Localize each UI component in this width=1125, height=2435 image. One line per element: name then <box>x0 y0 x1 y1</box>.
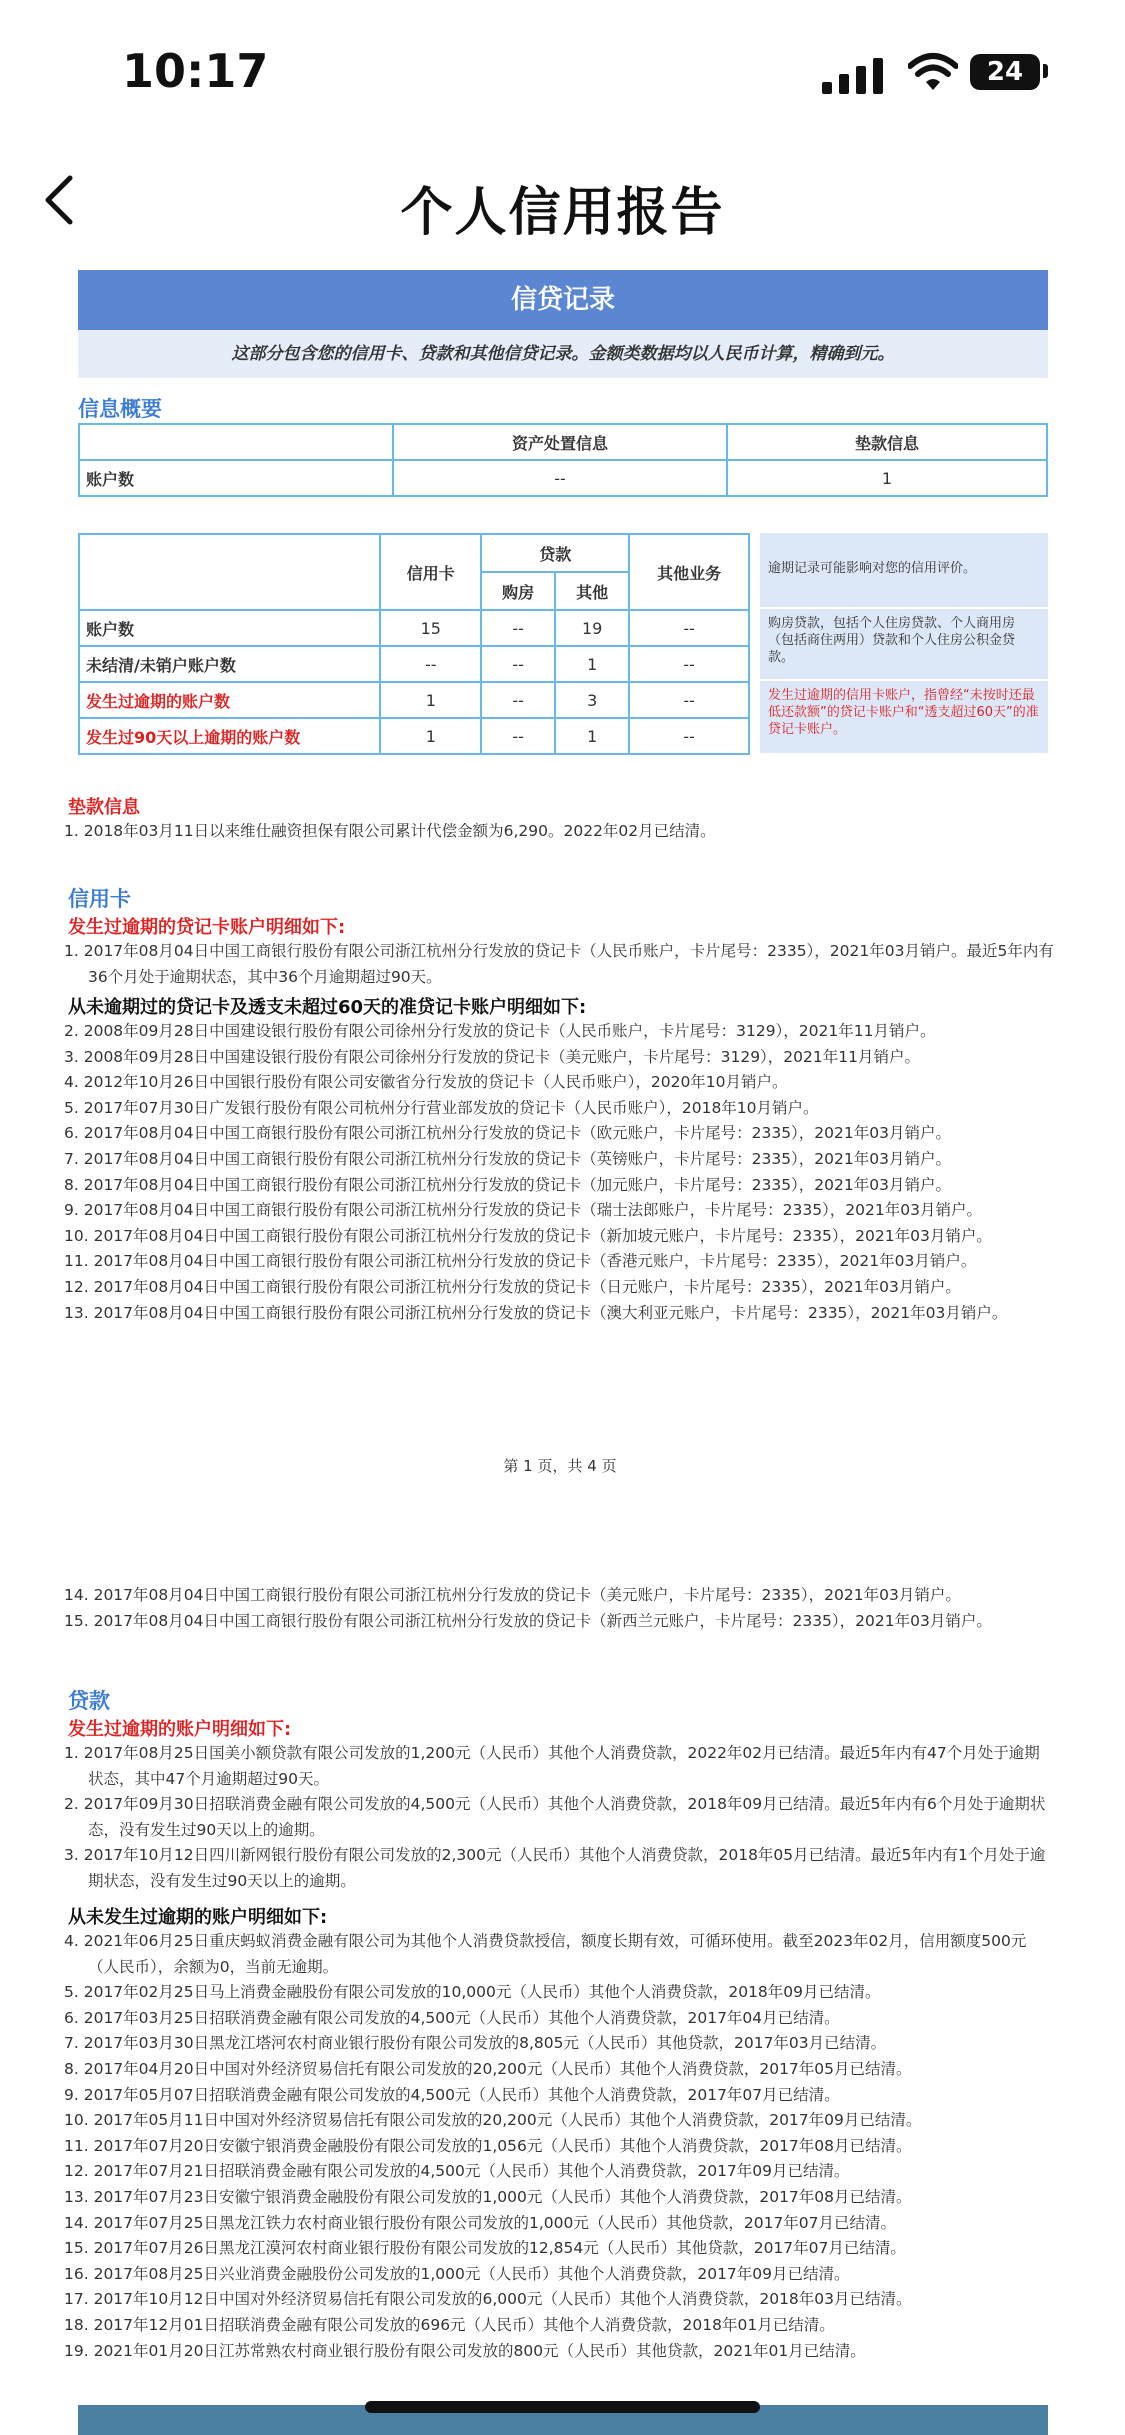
list-item: 16. 2017年08月25日兴业消费金融股份公司发放的1,000元（人民币）其他个人消费贷款，2017年09月已结清。 <box>64 2264 850 2283</box>
list-item: 8. 2017年08月04日中国工商银行股份有限公司浙江杭州分行发放的贷记卡（加元账户，卡片尾号：2335），2021年03月销户。 <box>64 1175 951 1194</box>
summary-table-2 <box>78 533 750 755</box>
home-indicator[interactable] <box>365 2401 760 2413</box>
table2-row-label: 未结清/未销户账户数 <box>79 646 380 682</box>
list-item: 4. 2012年10月26日中国银行股份有限公司安徽省分行发放的贷记卡（人民币账户），2020年10月销户。 <box>64 1073 788 1092</box>
table2-row-label: 账户数 <box>79 610 380 646</box>
list-item: 2. 2017年09月30日招联消费金融有限公司发放的4,500元（人民币）其他个人消费贷款，2018年09月已结清。最近5年内有6个月处于逾期状态，没有发生过90天以上的逾期。 <box>64 1795 1046 1839</box>
list-item: 14. 2017年07月25日黑龙江铁力农村商业银行股份有限公司发放的1,000元（人民币）其他贷款，2017年07月已结清。 <box>64 2213 897 2232</box>
loan-overdue-list <box>64 1741 1054 1895</box>
table1-cell: 1 <box>727 460 1047 496</box>
card-overdue-title: 发生过逾期的贷记卡账户明细如下: <box>68 917 346 938</box>
overview-title: 信息概要 <box>78 397 162 421</box>
card-title: 信用卡 <box>68 887 131 911</box>
table2-cell: -- <box>629 610 749 646</box>
loan-normal-list <box>64 1929 1054 2364</box>
table1-row-label: 账户数 <box>79 460 393 496</box>
list-item: 1. 2017年08月25日国美小额贷款有限公司发放的1,200元（人民币）其他个人消费贷款，2022年02月已结清。最近5年内有47个月处于逾期状态，其中47个月逾期超过90天。 <box>64 1744 1040 1788</box>
table2-cell: 19 <box>555 610 629 646</box>
list-item: 1. 2018年03月11日以来维仕融资担保有限公司累计代偿金额为6,290。2022年02月已结清。 <box>64 822 716 840</box>
table1-header-advance: 垫款信息 <box>727 424 1047 460</box>
table2-cell: 1 <box>380 682 481 718</box>
cellular-signal-icon <box>822 58 884 94</box>
note-overdue-card: 发生过逾期的信用卡账户，指曾经“未按时还最低还款额”的贷记卡账户和“透支超过60天”的准贷记卡账户。 <box>760 681 1048 753</box>
loan-title: 贷款 <box>68 1689 110 1713</box>
table2-header-loan: 贷款 <box>481 534 629 572</box>
note-overdue: 逾期记录可能影响对您的信用评价。 <box>760 533 1048 607</box>
list-item: 11. 2017年08月04日中国工商银行股份有限公司浙江杭州分行发放的贷记卡（香港元账户，卡片尾号：2335），2021年03月销户。 <box>64 1252 977 1271</box>
list-item: 15. 2017年07月26日黑龙江漠河农村商业银行股份有限公司发放的12,854元（人民币）其他贷款，2017年07月已结清。 <box>64 2239 906 2258</box>
list-item: 13. 2017年08月04日中国工商银行股份有限公司浙江杭州分行发放的贷记卡（澳大利亚元账户，卡片尾号：2335），2021年03月销户。 <box>64 1303 1008 1322</box>
list-item: 5. 2017年02月25日马上消费金融股份有限公司发放的10,000元（人民币）其他个人消费贷款，2018年09月已结清。 <box>64 1983 881 2002</box>
table2-cell: 15 <box>380 610 481 646</box>
battery-tip <box>1043 64 1048 78</box>
table2-cell: -- <box>481 610 555 646</box>
list-item: 3. 2008年09月28日中国建设银行股份有限公司徐州分行发放的贷记卡（美元账户，卡片尾号：3129），2021年11月销户。 <box>64 1047 920 1066</box>
list-item: 5. 2017年07月30日广发银行股份有限公司杭州分行营业部发放的贷记卡（人民币账户），2018年10月销户。 <box>64 1098 819 1117</box>
section-banner: 信贷记录 <box>78 270 1048 330</box>
list-item: 17. 2017年10月12日中国对外经济贸易信托有限公司发放的6,000元（人民币）其他个人消费贷款，2018年03月已结清。 <box>64 2290 912 2309</box>
section-intro: 这部分包含您的信用卡、贷款和其他信贷记录。金额类数据均以人民币计算，精确到元。 <box>78 330 1048 378</box>
list-item: 12. 2017年07月21日招联消费金融有限公司发放的4,500元（人民币）其他个人消费贷款，2017年09月已结清。 <box>64 2162 850 2181</box>
loan-normal-title: 从未发生过逾期的账户明细如下: <box>68 1907 328 1928</box>
summary-table-1 <box>78 423 1048 497</box>
table2-cell: -- <box>481 682 555 718</box>
table2-cell: -- <box>629 646 749 682</box>
list-item: 7. 2017年08月04日中国工商银行股份有限公司浙江杭州分行发放的贷记卡（英镑账户，卡片尾号：2335），2021年03月销户。 <box>64 1149 951 1168</box>
list-item: 9. 2017年05月07日招联消费金融有限公司发放的4,500元（人民币）其他个人消费贷款，2017年07月已结清。 <box>64 2085 840 2104</box>
card-overdue-list <box>64 939 1054 990</box>
table2-cell: 1 <box>555 718 629 754</box>
list-item: 12. 2017年08月04日中国工商银行股份有限公司浙江杭州分行发放的贷记卡（日元账户，卡片尾号：2335），2021年03月销户。 <box>64 1277 961 1296</box>
table2-cell: -- <box>629 718 749 754</box>
list-item: 14. 2017年08月04日中国工商银行股份有限公司浙江杭州分行发放的贷记卡（美元账户，卡片尾号：2335），2021年03月销户。 <box>64 1586 961 1604</box>
note-housing-loan: 购房贷款，包括个人住房贷款、个人商用房（包括商住两用）贷款和个人住房公积金贷款。 <box>760 609 1048 679</box>
list-item: 8. 2017年04月20日中国对外经济贸易信托有限公司发放的20,200元（人民币）其他个人消费贷款，2017年05月已结清。 <box>64 2059 912 2078</box>
table2-cell: -- <box>380 646 481 682</box>
table2-cell: 1 <box>555 646 629 682</box>
advance-title: 垫款信息 <box>68 797 140 818</box>
page-title: 个人信用报告 <box>400 183 725 243</box>
list-item: 7. 2017年03月30日黑龙江塔河农村商业银行股份有限公司发放的8,805元（人民币）其他贷款，2017年03月已结清。 <box>64 2034 887 2053</box>
table2-header-card: 信用卡 <box>380 534 481 610</box>
list-item: 9. 2017年08月04日中国工商银行股份有限公司浙江杭州分行发放的贷记卡（瑞士法郎账户，卡片尾号：2335），2021年03月销户。 <box>64 1201 982 1220</box>
table1-header-empty <box>79 424 393 460</box>
table2-row-label: 发生过逾期的账户数 <box>79 682 380 718</box>
list-item: 4. 2021年06月25日重庆蚂蚁消费金融有限公司为其他个人消费贷款授信，额度长期有效，可循环使用。截至2023年02月，信用额度500元（人民币），余额为0，当前无逾期。 <box>64 1932 1027 1976</box>
status-bar <box>0 0 1125 140</box>
table2-corner <box>79 534 380 610</box>
table2-cell: 1 <box>380 718 481 754</box>
advance-list <box>64 819 1054 845</box>
list-item: 6. 2017年03月25日招联消费金融有限公司发放的4,500元（人民币）其他个人消费贷款，2017年04月已结清。 <box>64 2008 840 2027</box>
list-item: 6. 2017年08月04日中国工商银行股份有限公司浙江杭州分行发放的贷记卡（欧元账户，卡片尾号：2335），2021年03月销户。 <box>64 1124 951 1143</box>
table2-cell: 3 <box>555 682 629 718</box>
loan-overdue-title: 发生过逾期的账户明细如下: <box>68 1719 292 1740</box>
table2-cell: -- <box>629 682 749 718</box>
table1-header-asset: 资产处置信息 <box>393 424 727 460</box>
table2-cell: -- <box>481 646 555 682</box>
table2-header-house: 购房 <box>481 572 555 610</box>
table2-cell: -- <box>481 718 555 754</box>
list-item: 10. 2017年08月04日中国工商银行股份有限公司浙江杭州分行发放的贷记卡（新加坡元账户，卡片尾号：2335），2021年03月销户。 <box>64 1226 992 1245</box>
list-item: 18. 2017年12月01日招联消费金融有限公司发放的696元（人民币）其他个人消费贷款，2018年01月已结清。 <box>64 2315 835 2334</box>
battery-icon: 24 <box>970 54 1040 90</box>
list-item: 2. 2008年09月28日中国建设银行股份有限公司徐州分行发放的贷记卡（人民币账户，卡片尾号：3129），2021年11月销户。 <box>64 1022 936 1040</box>
page-number: 第 1 页，共 4 页 <box>503 1457 617 1475</box>
list-item: 11. 2017年07月20日安徽宁银消费金融股份有限公司发放的1,056元（人民币）其他个人消费贷款，2017年08月已结清。 <box>64 2136 912 2155</box>
card-normal-list <box>64 1019 1054 1326</box>
table1-cell: -- <box>393 460 727 496</box>
card-more-list <box>64 1583 1054 1634</box>
table2-header-biz: 其他业务 <box>629 534 749 610</box>
nav-bar <box>0 150 1125 250</box>
table2-row-label: 发生过90天以上逾期的账户数 <box>79 718 380 754</box>
status-time: 10:17 <box>122 44 269 98</box>
card-normal-title: 从未逾期过的贷记卡及透支未超过60天的准贷记卡账户明细如下: <box>68 997 587 1018</box>
list-item: 1. 2017年08月04日中国工商银行股份有限公司浙江杭州分行发放的贷记卡（人民币账户，卡片尾号：2335），2021年03月销户。最近5年内有36个月处于逾期状态，其中36个月逾期超过90天。 <box>64 942 1054 986</box>
list-item: 13. 2017年07月23日安徽宁银消费金融股份有限公司发放的1,000元（人民币）其他个人消费贷款，2017年08月已结清。 <box>64 2187 912 2206</box>
list-item: 15. 2017年08月04日中国工商银行股份有限公司浙江杭州分行发放的贷记卡（新西兰元账户，卡片尾号：2335），2021年03月销户。 <box>64 1611 992 1630</box>
list-item: 19. 2021年01月20日江苏常熟农村商业银行股份有限公司发放的800元（人民币）其他贷款，2021年01月已结清。 <box>64 2341 866 2360</box>
list-item: 3. 2017年10月12日四川新网银行股份有限公司发放的2,300元（人民币）其他个人消费贷款，2018年05月已结清。最近5年内有1个月处于逾期状态，没有发生过90天以上的逾期。 <box>64 1846 1046 1890</box>
list-item: 10. 2017年05月11日中国对外经济贸易信托有限公司发放的20,200元（人民币）其他个人消费贷款，2017年09月已结清。 <box>64 2111 922 2130</box>
table2-header-other: 其他 <box>555 572 629 610</box>
wifi-icon <box>908 52 958 92</box>
